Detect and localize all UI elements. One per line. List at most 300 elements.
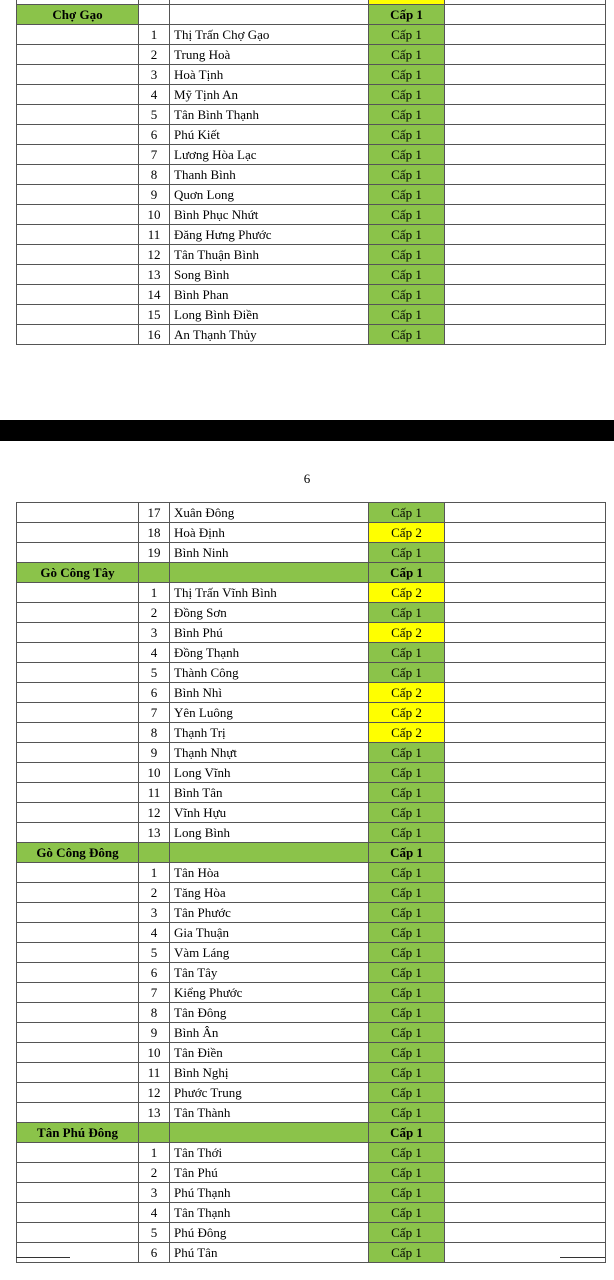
commune-name: Bình Nghị <box>170 1063 369 1083</box>
commune-name: Long Vĩnh <box>170 763 369 783</box>
footer-rule-left <box>16 1257 70 1258</box>
cell <box>445 563 606 583</box>
cell <box>17 1063 139 1083</box>
row-number: 3 <box>139 65 170 85</box>
commune-row <box>17 823 606 843</box>
level-badge: Cấp 1 <box>369 105 445 125</box>
commune-row <box>17 643 606 663</box>
cell <box>445 583 606 603</box>
level-badge: Cấp 1 <box>369 803 445 823</box>
level-badge: Cấp 1 <box>369 503 445 523</box>
commune-name: Phú Thạnh <box>170 1183 369 1203</box>
cell <box>445 5 606 25</box>
commune-row <box>17 205 606 225</box>
cell <box>445 205 606 225</box>
cell <box>17 583 139 603</box>
level-badge: Cấp 1 <box>369 245 445 265</box>
cell <box>17 45 139 65</box>
cell <box>445 1063 606 1083</box>
district-row <box>17 5 606 25</box>
cell <box>17 65 139 85</box>
commune-name: Phước Trung <box>170 1083 369 1103</box>
cell <box>17 1003 139 1023</box>
cell <box>445 265 606 285</box>
level-badge: Cấp 1 <box>369 903 445 923</box>
district-level: Cấp 1 <box>369 1123 445 1143</box>
cell <box>17 903 139 923</box>
cell <box>445 1103 606 1123</box>
commune-row <box>17 85 606 105</box>
level-badge: Cấp 2 <box>369 703 445 723</box>
row-number: 10 <box>139 205 170 225</box>
commune-name: Thạnh Trị <box>170 723 369 743</box>
cell <box>17 863 139 883</box>
cell <box>445 1143 606 1163</box>
commune-name: Tân Điền <box>170 1043 369 1063</box>
row-number: 10 <box>139 763 170 783</box>
level-badge: Cấp 1 <box>369 883 445 903</box>
commune-name: Song Bình <box>170 265 369 285</box>
commune-row <box>17 245 606 265</box>
district-name: Chợ Gạo <box>17 5 139 25</box>
level-badge: Cấp 1 <box>369 125 445 145</box>
row-number: 16 <box>139 325 170 345</box>
district-row <box>17 843 606 863</box>
cell <box>445 763 606 783</box>
district-name: Tân Phú Đông <box>17 1123 139 1143</box>
row-number: 6 <box>139 963 170 983</box>
cell <box>17 1163 139 1183</box>
row-number: 3 <box>139 623 170 643</box>
level-badge: Cấp 1 <box>369 1063 445 1083</box>
cell <box>445 643 606 663</box>
district-level: Cấp 1 <box>369 5 445 25</box>
commune-name: Bình Ân <box>170 1023 369 1043</box>
cell <box>17 305 139 325</box>
row-number: 6 <box>139 125 170 145</box>
cell <box>139 1123 170 1143</box>
commune-name: Tân Phước <box>170 903 369 923</box>
commune-row <box>17 503 606 523</box>
level-badge: Cấp 1 <box>369 663 445 683</box>
row-number: 4 <box>139 85 170 105</box>
cell <box>17 205 139 225</box>
commune-name: Tân Bình Thạnh <box>170 105 369 125</box>
commune-row <box>17 803 606 823</box>
row-number: 7 <box>139 983 170 1003</box>
commune-name: Bình Tân <box>170 783 369 803</box>
row-number: 2 <box>139 45 170 65</box>
row-number: 18 <box>139 523 170 543</box>
row-number: 7 <box>139 703 170 723</box>
row-number: 3 <box>139 1183 170 1203</box>
cell <box>17 943 139 963</box>
cell <box>139 563 170 583</box>
commune-row <box>17 265 606 285</box>
cell <box>445 1203 606 1223</box>
commune-name: Tăng Hòa <box>170 883 369 903</box>
row-number: 12 <box>139 245 170 265</box>
row-number: 13 <box>139 823 170 843</box>
commune-row <box>17 543 606 563</box>
cell <box>17 783 139 803</box>
commune-row <box>17 903 606 923</box>
cell <box>170 5 369 25</box>
commune-name: Đồng Sơn <box>170 603 369 623</box>
cell <box>445 943 606 963</box>
cell <box>17 803 139 823</box>
cell <box>17 623 139 643</box>
level-badge: Cấp 1 <box>369 1023 445 1043</box>
cell <box>17 963 139 983</box>
row-number: 14 <box>139 285 170 305</box>
cell <box>445 883 606 903</box>
cell <box>445 65 606 85</box>
level-badge: Cấp 1 <box>369 783 445 803</box>
cell <box>17 883 139 903</box>
commune-row <box>17 25 606 45</box>
cell <box>17 683 139 703</box>
cell <box>17 1083 139 1103</box>
level-badge: Cấp 1 <box>369 165 445 185</box>
cell <box>17 983 139 1003</box>
commune-row <box>17 783 606 803</box>
level-badge: Cấp 2 <box>369 583 445 603</box>
bottom-table <box>16 502 606 1263</box>
commune-row <box>17 683 606 703</box>
row-number: 8 <box>139 723 170 743</box>
row-number: 9 <box>139 743 170 763</box>
cell <box>17 723 139 743</box>
commune-name: Quơn Long <box>170 185 369 205</box>
commune-row <box>17 1063 606 1083</box>
commune-name: Phú Đông <box>170 1223 369 1243</box>
commune-name: Tân Hòa <box>170 863 369 883</box>
cell <box>17 185 139 205</box>
level-badge: Cấp 1 <box>369 1183 445 1203</box>
commune-name: Tân Thuận Bình <box>170 245 369 265</box>
row-number: 13 <box>139 265 170 285</box>
cell <box>17 503 139 523</box>
level-badge: Cấp 1 <box>369 983 445 1003</box>
level-badge: Cấp 1 <box>369 225 445 245</box>
commune-name: Đồng Thạnh <box>170 643 369 663</box>
cell <box>445 1003 606 1023</box>
cell <box>445 723 606 743</box>
district-level: Cấp 1 <box>369 563 445 583</box>
level-badge: Cấp 1 <box>369 743 445 763</box>
cell <box>139 843 170 863</box>
commune-row <box>17 1103 606 1123</box>
level-badge: Cấp 1 <box>369 205 445 225</box>
commune-row <box>17 583 606 603</box>
cell <box>445 125 606 145</box>
row-number: 1 <box>139 583 170 603</box>
commune-row <box>17 743 606 763</box>
commune-row <box>17 883 606 903</box>
row-number: 5 <box>139 1223 170 1243</box>
row-number: 9 <box>139 1023 170 1043</box>
level-badge: Cấp 1 <box>369 923 445 943</box>
cell <box>445 603 606 623</box>
district-level: Cấp 1 <box>369 843 445 863</box>
row-number: 4 <box>139 643 170 663</box>
cell <box>17 763 139 783</box>
commune-name: Tân Tây <box>170 963 369 983</box>
row-number: 11 <box>139 1063 170 1083</box>
cell <box>17 1183 139 1203</box>
district-row <box>17 563 606 583</box>
cell <box>17 643 139 663</box>
cell <box>445 305 606 325</box>
commune-row <box>17 1003 606 1023</box>
cell <box>445 823 606 843</box>
commune-name: Long Bình Điền <box>170 305 369 325</box>
commune-name: Mỹ Tịnh An <box>170 85 369 105</box>
level-badge: Cấp 1 <box>369 963 445 983</box>
level-badge: Cấp 1 <box>369 863 445 883</box>
cell <box>445 285 606 305</box>
cell <box>17 923 139 943</box>
commune-row <box>17 1023 606 1043</box>
cell <box>17 743 139 763</box>
level-badge: Cấp 1 <box>369 145 445 165</box>
commune-name: Hoà Định <box>170 523 369 543</box>
cell <box>170 1123 369 1143</box>
commune-name: Trung Hoà <box>170 45 369 65</box>
cell <box>445 225 606 245</box>
commune-name: Bình Phú <box>170 623 369 643</box>
commune-name: Vĩnh Hựu <box>170 803 369 823</box>
cell <box>445 45 606 65</box>
cell <box>17 663 139 683</box>
row-number: 12 <box>139 1083 170 1103</box>
level-badge: Cấp 1 <box>369 1043 445 1063</box>
commune-row <box>17 145 606 165</box>
cell <box>17 523 139 543</box>
level-badge: Cấp 2 <box>369 723 445 743</box>
cell <box>445 683 606 703</box>
row-number: 2 <box>139 883 170 903</box>
top-table-body <box>17 0 606 345</box>
level-badge: Cấp 1 <box>369 1223 445 1243</box>
row-number: 2 <box>139 1163 170 1183</box>
cell <box>17 1043 139 1063</box>
cell <box>17 1143 139 1163</box>
commune-row <box>17 623 606 643</box>
cell <box>445 743 606 763</box>
row-number: 1 <box>139 1143 170 1163</box>
level-badge: Cấp 1 <box>369 185 445 205</box>
level-badge: Cấp 2 <box>369 523 445 543</box>
commune-name: Xuân Đông <box>170 503 369 523</box>
level-badge: Cấp 1 <box>369 1003 445 1023</box>
cell <box>17 325 139 345</box>
commune-row <box>17 285 606 305</box>
commune-name: Lương Hòa Lạc <box>170 145 369 165</box>
commune-row <box>17 45 606 65</box>
row-number: 9 <box>139 185 170 205</box>
commune-name: Thạnh Nhựt <box>170 743 369 763</box>
cell <box>445 185 606 205</box>
row-number: 2 <box>139 603 170 623</box>
commune-name: Tân Thành <box>170 1103 369 1123</box>
cell <box>17 1223 139 1243</box>
commune-name: Bình Phục Nhứt <box>170 205 369 225</box>
cell <box>17 105 139 125</box>
row-number: 7 <box>139 145 170 165</box>
cell <box>445 543 606 563</box>
cell <box>17 165 139 185</box>
commune-row <box>17 1163 606 1183</box>
cell <box>445 25 606 45</box>
row-number: 8 <box>139 165 170 185</box>
level-badge: Cấp 1 <box>369 943 445 963</box>
level-badge: Cấp 1 <box>369 823 445 843</box>
cell <box>445 1243 606 1263</box>
level-badge: Cấp 1 <box>369 643 445 663</box>
level-badge: Cấp 1 <box>369 1163 445 1183</box>
commune-name: Thị Trấn Chợ Gạo <box>170 25 369 45</box>
commune-row <box>17 863 606 883</box>
page-separator-band <box>0 420 614 441</box>
cell <box>445 923 606 943</box>
level-badge: Cấp 2 <box>369 683 445 703</box>
cell <box>445 1123 606 1143</box>
level-badge: Cấp 1 <box>369 305 445 325</box>
row-number: 6 <box>139 683 170 703</box>
commune-name: Tân Phú <box>170 1163 369 1183</box>
commune-row <box>17 603 606 623</box>
row-number: 11 <box>139 783 170 803</box>
row-number: 15 <box>139 305 170 325</box>
commune-row <box>17 1203 606 1223</box>
top-table <box>16 0 606 345</box>
cell <box>445 325 606 345</box>
row-number: 5 <box>139 943 170 963</box>
cell <box>17 245 139 265</box>
cell <box>445 663 606 683</box>
cell <box>445 1223 606 1243</box>
cell <box>17 703 139 723</box>
level-badge: Cấp 1 <box>369 25 445 45</box>
commune-row <box>17 923 606 943</box>
level-badge: Cấp 1 <box>369 85 445 105</box>
cell <box>445 1163 606 1183</box>
cell <box>17 1203 139 1223</box>
commune-name: Thành Công <box>170 663 369 683</box>
commune-row <box>17 943 606 963</box>
level-badge: Cấp 1 <box>369 285 445 305</box>
cell <box>17 85 139 105</box>
level-badge: Cấp 1 <box>369 65 445 85</box>
level-badge: Cấp 1 <box>369 763 445 783</box>
cell <box>445 1023 606 1043</box>
commune-name: Tân Thới <box>170 1143 369 1163</box>
cell <box>17 1023 139 1043</box>
cell <box>17 1103 139 1123</box>
cell <box>445 523 606 543</box>
commune-row <box>17 165 606 185</box>
cell <box>445 1183 606 1203</box>
row-number: 12 <box>139 803 170 823</box>
commune-name: Thanh Bình <box>170 165 369 185</box>
cell <box>445 245 606 265</box>
cell <box>445 803 606 823</box>
cell <box>17 225 139 245</box>
commune-row <box>17 1223 606 1243</box>
cell <box>17 1243 139 1263</box>
commune-name: Thị Trấn Vĩnh Bình <box>170 583 369 603</box>
commune-row <box>17 983 606 1003</box>
cell <box>445 105 606 125</box>
commune-row <box>17 65 606 85</box>
commune-row <box>17 1043 606 1063</box>
commune-name: Yên Luông <box>170 703 369 723</box>
commune-row <box>17 325 606 345</box>
commune-name: Vàm Láng <box>170 943 369 963</box>
cell <box>17 823 139 843</box>
commune-row <box>17 763 606 783</box>
row-number: 1 <box>139 25 170 45</box>
commune-name: Kiểng Phước <box>170 983 369 1003</box>
commune-row <box>17 723 606 743</box>
level-badge: Cấp 1 <box>369 265 445 285</box>
row-number: 5 <box>139 663 170 683</box>
cell <box>17 543 139 563</box>
row-number: 17 <box>139 503 170 523</box>
commune-row <box>17 125 606 145</box>
level-badge: Cấp 2 <box>369 623 445 643</box>
commune-name: Phú Kiết <box>170 125 369 145</box>
cell <box>445 85 606 105</box>
district-row <box>17 1123 606 1143</box>
level-badge: Cấp 1 <box>369 1203 445 1223</box>
cell <box>445 145 606 165</box>
cell <box>139 5 170 25</box>
commune-row <box>17 1183 606 1203</box>
level-badge: Cấp 1 <box>369 1083 445 1103</box>
commune-row <box>17 1243 606 1263</box>
level-badge: Cấp 1 <box>369 1103 445 1123</box>
row-number: 10 <box>139 1043 170 1063</box>
level-badge: Cấp 1 <box>369 1143 445 1163</box>
commune-name: Bình Nhì <box>170 683 369 703</box>
commune-row <box>17 963 606 983</box>
cell <box>445 503 606 523</box>
row-number: 3 <box>139 903 170 923</box>
commune-name: Phú Tân <box>170 1243 369 1263</box>
footer-rule-right <box>560 1257 605 1258</box>
district-name: Gò Công Đông <box>17 843 139 863</box>
row-number: 11 <box>139 225 170 245</box>
level-badge: Cấp 1 <box>369 603 445 623</box>
commune-name: An Thạnh Thủy <box>170 325 369 345</box>
level-badge: Cấp 1 <box>369 325 445 345</box>
commune-row <box>17 1143 606 1163</box>
commune-row <box>17 663 606 683</box>
cell <box>445 843 606 863</box>
cell <box>17 25 139 45</box>
cell <box>17 603 139 623</box>
cell <box>170 843 369 863</box>
cell <box>445 1083 606 1103</box>
commune-name: Long Bình <box>170 823 369 843</box>
cell <box>17 285 139 305</box>
cell <box>445 983 606 1003</box>
cell <box>445 963 606 983</box>
cell <box>17 125 139 145</box>
